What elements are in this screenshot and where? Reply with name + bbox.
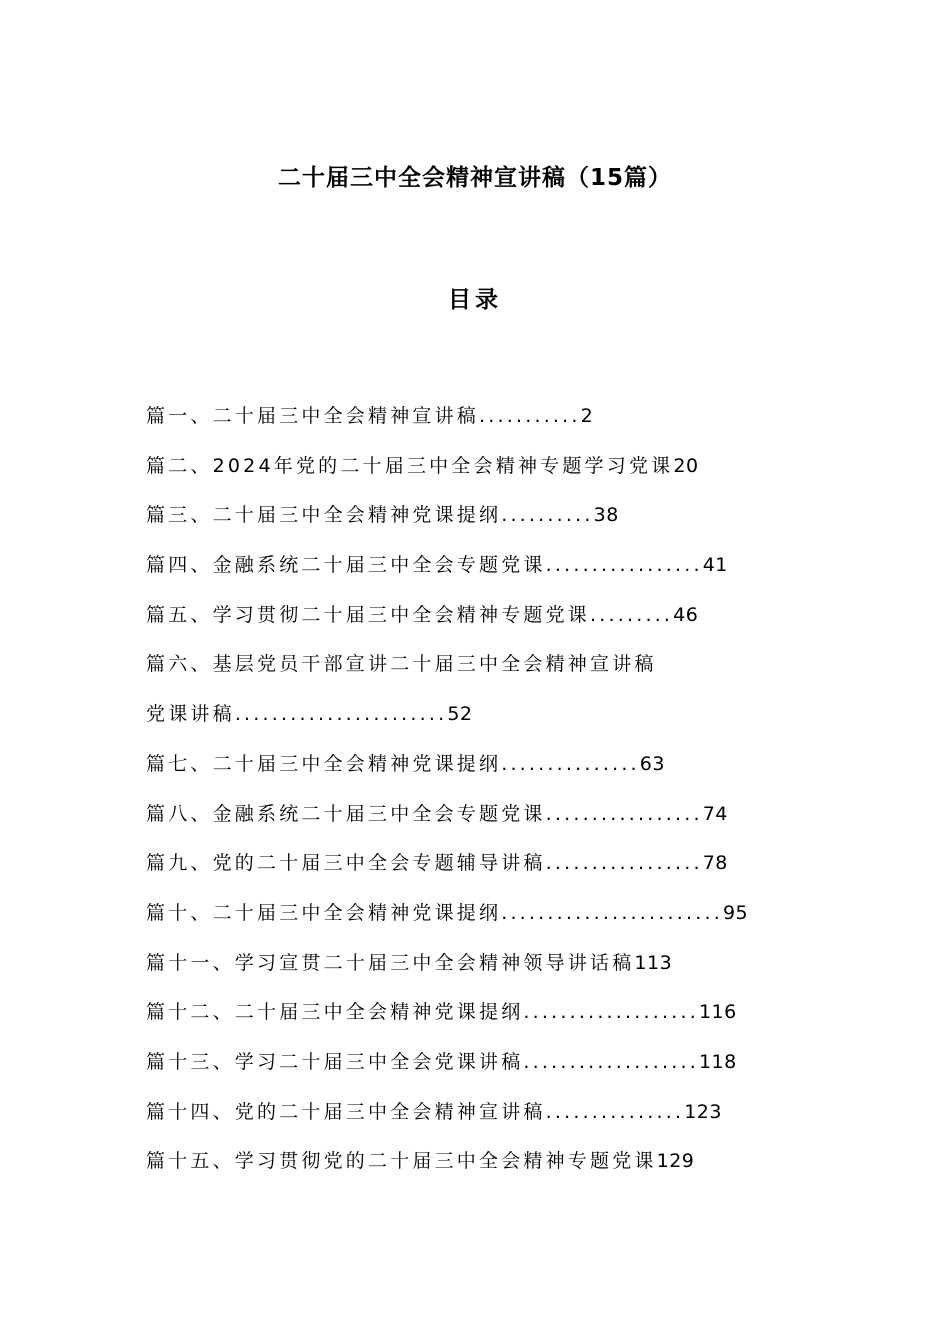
toc-entry-leader: ........................ [501,901,723,924]
toc-entry-page: 20 [673,454,699,477]
toc-entry-leader: ................. [545,554,703,577]
toc-entry-leader: ................... [523,1050,699,1073]
table-of-contents [146,396,766,1191]
toc-entry-leader: ............... [545,1100,685,1123]
toc-entry-page: 38 [593,504,619,527]
toc-entry-6[interactable] [146,644,766,694]
toc-entry-leader: ............... [501,752,640,775]
toc-entry-page: 116 [698,1001,737,1024]
toc-entry-4[interactable] [146,545,766,595]
toc-entry-12[interactable] [146,992,766,1042]
toc-entry-11[interactable] [146,943,766,993]
toc-entry-title: 篇四、金融系统二十届三中全会专题党课 [146,554,546,577]
toc-entry-page: 123 [684,1100,722,1123]
toc-entry-title: 篇十四、党的二十届三中全会精神宣讲稿 [146,1100,546,1123]
toc-entry-title: 篇一、二十届三中全会精神宣讲稿 [146,405,480,427]
toc-entry-title: 党课讲稿 [146,703,235,726]
toc-entry-9[interactable] [146,843,766,893]
toc-entry-title: 篇十五、学习贯彻党的二十届三中全会精神专题党课 [146,1150,657,1173]
toc-entry-title: 篇八、金融系统二十届三中全会专题党课 [146,802,546,825]
toc-entry-title: 篇五、学习贯彻二十届三中全会精神专题党课 [146,603,591,626]
toc-entry-leader: ................. [545,802,703,825]
toc-entry-title: 篇六、基层党员干部宣讲二十届三中全会精神宣讲稿 [146,653,657,676]
toc-entry-page: 52 [447,703,473,726]
toc-entry-title: 篇十一、学习宣贯二十届三中全会精神领导讲话稿 [146,951,635,974]
toc-entry-leader: ....................... [234,703,448,726]
toc-entry-title: 篇二、2024年党的二十届三中全会精神专题学习党课 [146,454,674,477]
toc-entry-13[interactable] [146,1042,766,1092]
toc-entry-page: 95 [722,901,749,924]
toc-entry-page: 113 [634,951,673,974]
toc-entry-page: 41 [702,554,728,577]
toc-entry-page: 129 [656,1150,695,1173]
toc-entry-title: 篇七、二十届三中全会精神党课提纲 [146,752,502,775]
toc-entry-page: 46 [673,603,699,626]
toc-entry-7[interactable] [146,744,766,794]
toc-entry-leader: ................. [545,852,703,875]
toc-entry-1[interactable] [146,396,766,446]
toc-entry-title: 篇三、二十届三中全会精神党课提纲 [146,504,502,527]
toc-entry-page: 118 [698,1050,737,1073]
toc-entry-8[interactable] [146,794,766,844]
toc-entry-page: 74 [702,802,728,825]
toc-entry-title: 篇十三、学习二十届三中全会党课讲稿 [146,1050,524,1073]
toc-entry-15[interactable] [146,1141,766,1191]
toc-entry-leader: ........... [479,405,581,427]
toc-entry-title: 篇十、二十届三中全会精神党课提纲 [146,901,502,924]
toc-entry-title: 篇九、党的二十届三中全会专题辅导讲稿 [146,852,546,875]
toc-entry-2[interactable] [146,446,766,496]
toc-entry-14[interactable] [146,1092,766,1142]
document-title: 二十届三中全会精神宣讲稿（15篇） [277,165,672,191]
toc-entry-title: 篇十二、二十届三中全会精神党课提纲 [146,1001,524,1024]
toc-entry-leader: .......... [501,504,594,527]
toc-entry-leader: ......... [590,603,674,626]
toc-entry-3[interactable] [146,495,766,545]
toc-entry-5[interactable] [146,595,766,645]
toc-entry-page: 2 [580,405,594,427]
toc-entry-page: 63 [639,752,665,775]
toc-entry-6-continued[interactable] [146,694,766,744]
toc-entry-leader: ................... [523,1001,699,1024]
toc-entry-10[interactable] [146,893,766,943]
toc-entry-page: 78 [702,852,728,875]
toc-heading: 目录 [448,287,502,313]
